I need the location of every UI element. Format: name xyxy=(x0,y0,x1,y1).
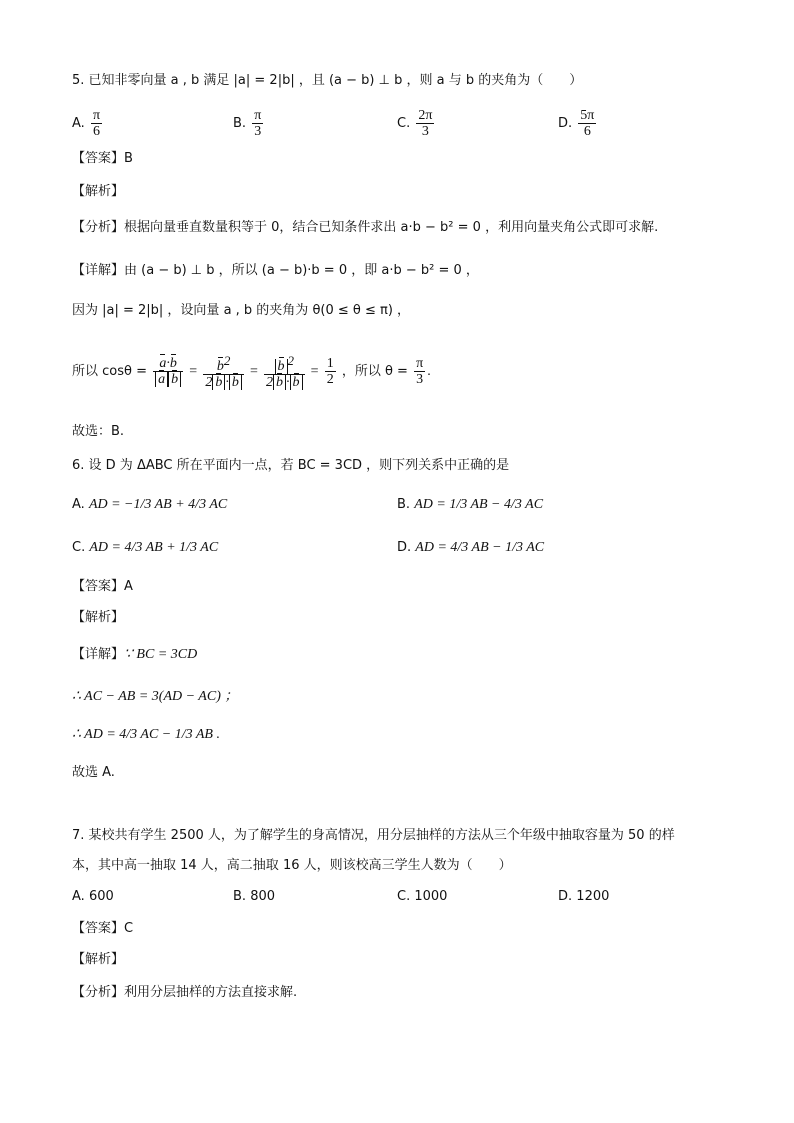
fenxi-text: 根据向量垂直数量积等于 0，结合已知条件求出 a·b − b² = 0 ，利用向量夹角公式即可求解. xyxy=(124,220,659,235)
xiangjie-text: 由 (a − b) ⊥ b ，所以 (a − b)·b = 0 ，即 a·b − b² = 0 ， xyxy=(124,263,479,278)
option-fraction xyxy=(416,108,434,139)
answer-value: B xyxy=(124,151,133,166)
q6-analysis-tag: 【解析】 xyxy=(72,610,125,625)
option-label: C. xyxy=(397,116,411,131)
q6-option-d xyxy=(397,540,544,556)
cos-prefix: 所以 cosθ = xyxy=(72,364,147,379)
q7-option-a xyxy=(72,889,114,904)
option-fraction xyxy=(91,108,102,139)
q5-option-a xyxy=(72,108,104,139)
option-label: D. xyxy=(397,540,412,555)
q7-stem-line1: 7. 某校共有学生 2500 人，为了解学生的身高情况，用分层抽样的方法从三个年级中抽取容量为 50 的样 xyxy=(72,828,675,843)
option-label: C. xyxy=(72,540,86,555)
option-text: AD = −1/3 AB + 4/3 AC xyxy=(88,497,228,512)
option-label: A. xyxy=(72,497,85,512)
step-text: ∵ BC = 3CD xyxy=(124,647,198,662)
q6-option-a xyxy=(72,497,227,513)
option-label: C. xyxy=(397,889,411,904)
fraction-den: 2 b · b xyxy=(203,375,244,390)
cos-fraction-2 xyxy=(203,353,244,391)
q5-xiangjie-line3: 所以 cosθ = $\frac{a\cdot b}{\text{a b}}$ = $\frac{b^2}{2 b \cdot b}$ = $\frac{b ^2}{2 b \cdot b}$ = $\frac{1}{2}$ ，所以 θ = $\frac{\pi}{3}$ . xyxy=(72,352,431,391)
answer-value: C xyxy=(124,921,134,936)
q5-fenxi xyxy=(72,219,658,237)
xiangjie-tag: 【详解】 xyxy=(72,263,125,278)
option-text: AD = 1/3 AB − 4/3 AC xyxy=(414,497,544,512)
q6-stem: 6. 设 D 为 ΔABC 所在平面内一点，若 BC = 3CD ，则下列关系中正确的是 xyxy=(72,458,510,473)
fenxi-text: 利用分层抽样的方法直接求解. xyxy=(124,985,298,1000)
option-fraction xyxy=(578,108,596,139)
answer-tag: 【答案】 xyxy=(72,921,125,936)
theta-fraction: $\frac{\pi}{3}$ xyxy=(416,356,424,387)
option-value: 800 xyxy=(250,889,276,904)
fraction-den: 3 xyxy=(421,124,429,139)
option-value: 600 xyxy=(88,889,114,904)
answer-tag: 【答案】 xyxy=(72,579,125,594)
fraction-num: π xyxy=(254,108,262,123)
q5-answer xyxy=(72,150,133,168)
fraction-den: 2 b · b xyxy=(264,375,305,390)
q6-step1 xyxy=(72,646,197,664)
fraction-num: 2π xyxy=(418,108,433,123)
option-value: 1200 xyxy=(576,889,610,904)
fraction-num: b $^2$ xyxy=(264,353,305,376)
cos-fraction-1 xyxy=(153,356,183,387)
xiangjie-tag: 【详解】 xyxy=(72,647,125,662)
option-value: 1000 xyxy=(414,889,448,904)
cos-fraction-4: $\frac{1}{2}$ xyxy=(326,356,334,387)
q6-conclusion: 故选 A. xyxy=(72,765,115,780)
option-fraction xyxy=(252,108,263,139)
q5-stem xyxy=(72,72,582,90)
q5-option-b xyxy=(233,108,265,139)
cos-fraction-3 xyxy=(264,353,305,391)
q7-stem-line2: 本，其中高一抽取 14 人，高二抽取 16 人，则该校高三学生人数为（ ） xyxy=(72,858,512,873)
fraction-num: π xyxy=(92,108,101,123)
q6-step2 xyxy=(72,688,238,706)
step-text: ∴ AC − AB = 3(AD − AC) ； xyxy=(72,689,239,704)
option-label: B. xyxy=(233,889,247,904)
option-text: AD = 4/3 AB + 1/3 AC xyxy=(89,540,219,555)
option-label: B. xyxy=(397,497,411,512)
option-label: A. xyxy=(72,889,85,904)
fraction-den: 6 xyxy=(583,124,591,139)
fraction-num: $b^2$ xyxy=(203,353,244,376)
option-label: D. xyxy=(558,116,573,131)
answer-value: A xyxy=(124,579,133,594)
fraction-num: 5π xyxy=(580,108,595,123)
q6-option-b xyxy=(397,497,543,513)
q5-option-d xyxy=(558,108,598,139)
q5-analysis-tag: 【解析】 xyxy=(72,184,125,199)
fraction-num: a·b xyxy=(153,356,183,372)
q5-stem-text: 5. 已知非零向量 a , b 满足 |a| = 2|b| ，且 (a − b) ⊥ b ，则 a 与 b 的夹角为（ ） xyxy=(72,73,583,88)
option-label: B. xyxy=(233,116,247,131)
q6-answer xyxy=(72,578,133,596)
theta-prefix: ，所以 θ = xyxy=(341,364,408,379)
option-text: AD = 4/3 AB − 1/3 AC xyxy=(415,540,545,555)
option-label: A. xyxy=(72,116,85,131)
q7-option-d xyxy=(558,889,609,904)
fenxi-tag: 【分析】 xyxy=(72,220,125,235)
step-text: ∴ AD = 4/3 AC − 1/3 AB . xyxy=(72,727,220,742)
q7-fenxi xyxy=(72,984,297,1002)
fraction-den: 6 xyxy=(92,124,100,139)
q7-option-b xyxy=(233,889,275,904)
q6-step3 xyxy=(72,726,220,744)
option-label: D. xyxy=(558,889,573,904)
q5-xiangjie-line1 xyxy=(72,262,479,280)
q7-answer xyxy=(72,920,133,938)
q7-option-c xyxy=(397,889,447,904)
q6-option-c xyxy=(72,540,218,556)
fenxi-tag: 【分析】 xyxy=(72,985,125,1000)
q5-conclusion: 故选：B. xyxy=(72,424,125,439)
q5-option-c xyxy=(397,108,436,139)
q5-xiangjie-line2: 因为 |a| = 2|b| ，设向量 a , b 的夹角为 θ(0 ≤ θ ≤ π) ， xyxy=(72,303,411,318)
q7-analysis-tag: 【解析】 xyxy=(72,952,125,967)
answer-tag: 【答案】 xyxy=(72,151,125,166)
fraction-den: a b xyxy=(153,372,183,387)
fraction-den: 3 xyxy=(254,124,262,139)
